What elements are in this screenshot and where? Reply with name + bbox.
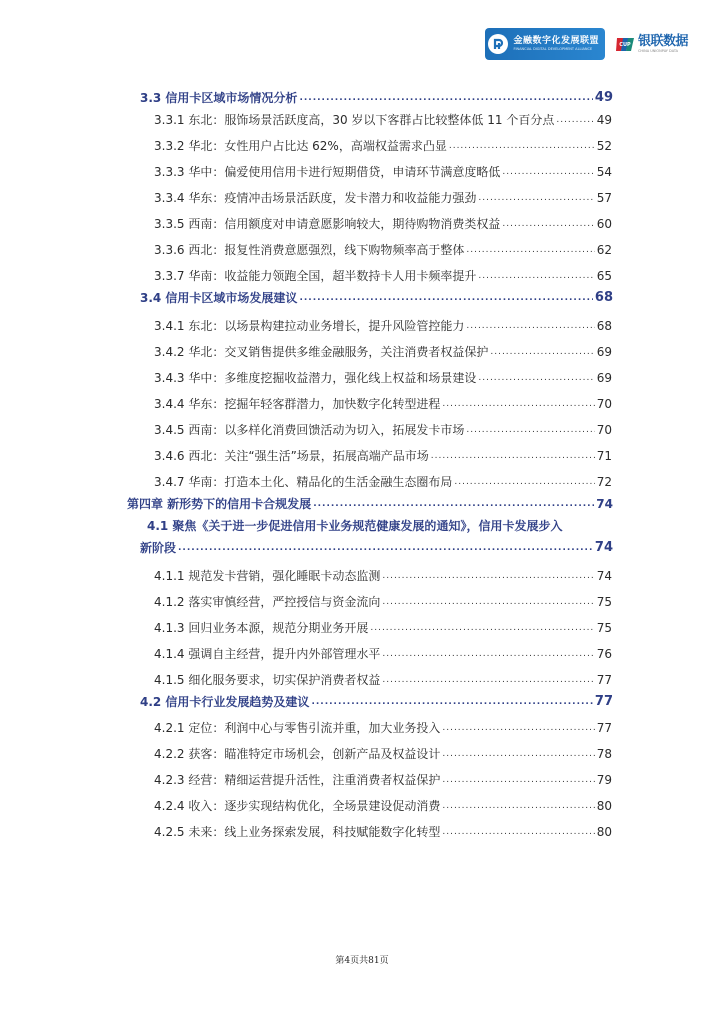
toc-entry-page-number: 65 bbox=[596, 269, 612, 283]
toc-entry[interactable] bbox=[154, 618, 612, 638]
toc-entry-title: 3.4.6 西北：关注“强生活”场景，拓展高端产品市场 bbox=[154, 449, 429, 463]
toc-entry-page-number: 70 bbox=[596, 423, 612, 437]
toc-entry-title: 4.2.4 收入：逐步实现结构优化，全场景建设促动消费 bbox=[154, 799, 441, 813]
toc-entry[interactable] bbox=[154, 420, 612, 440]
toc-entry[interactable] bbox=[154, 342, 612, 362]
toc-leader-dots bbox=[299, 88, 592, 108]
toc-entry-title: 4.2.1 定位：利润中心与零售引流并重，加大业务投入 bbox=[154, 721, 441, 735]
toc-entry-page-number: 71 bbox=[596, 449, 612, 463]
toc-leader-dots bbox=[442, 744, 594, 764]
toc-entry[interactable] bbox=[154, 110, 612, 130]
toc-entry-title: 4.1.2 落实审慎经营，严控授信与资金流向 bbox=[154, 595, 381, 609]
toc-entry-page-number: 75 bbox=[596, 595, 612, 609]
toc-entry-title: 3.4.1 东北：以场景构建拉动业务增长，提升风险管控能力 bbox=[154, 319, 465, 333]
toc-entry-title: 4.1.1 规范发卡营销，强化睡眠卡动态监测 bbox=[154, 569, 381, 583]
toc-entry[interactable] bbox=[140, 288, 613, 308]
toc-leader-dots bbox=[449, 136, 595, 156]
toc-entry-title: 3.3.3 华中：偏爱使用信用卡进行短期借贷，申请环节满意度略低 bbox=[154, 165, 501, 179]
toc-entry-page-number: 49 bbox=[594, 90, 613, 105]
toc-entry-page-number: 70 bbox=[596, 397, 612, 411]
toc-entry-title: 3.3.7 华南：收益能力领跑全国，超半数持卡人用卡频率提升 bbox=[154, 269, 477, 283]
toc-entry-page-number: 74 bbox=[594, 540, 613, 555]
toc-entry-page-number: 80 bbox=[596, 825, 612, 839]
toc-entry-title: 3.3.4 华东：疫情冲击场景活跃度，发卡潜力和收益能力强劲 bbox=[154, 191, 477, 205]
toc-leader-dots bbox=[478, 188, 594, 208]
toc-entry-page-number: 77 bbox=[596, 673, 612, 687]
toc-entry[interactable] bbox=[154, 592, 612, 612]
toc-leader-dots bbox=[442, 796, 594, 816]
toc-entry[interactable] bbox=[154, 566, 612, 586]
toc-leader-dots bbox=[442, 718, 594, 738]
toc-leader-dots bbox=[311, 692, 592, 712]
toc-entry[interactable] bbox=[154, 394, 612, 414]
toc-entry-page-number: 49 bbox=[596, 113, 612, 127]
logo1-chinese-name: 金融数字化发展联盟 bbox=[513, 36, 599, 46]
toc-entry-title: 3.3.2 华北：女性用户占比达 62%，高端权益需求凸显 bbox=[154, 139, 447, 153]
toc-entry-page-number: 74 bbox=[596, 569, 612, 583]
toc-entry-title: 4.2.2 获客：瞄准特定市场机会，创新产品及权益设计 bbox=[154, 747, 441, 761]
toc-entry-page-number: 78 bbox=[596, 747, 612, 761]
toc-entry-page-number: 75 bbox=[596, 621, 612, 635]
toc-entry-page-number: 72 bbox=[596, 475, 612, 489]
toc-entry-title: 3.4 信用卡区域市场发展建议 bbox=[140, 291, 298, 305]
toc-entry-title: 3.4.4 华东：挖掘年轻客群潜力，加快数字化转型进程 bbox=[154, 397, 441, 411]
toc-entry-title: 3.4.5 西南：以多样化消费回馈活动为切入，拓展发卡市场 bbox=[154, 423, 465, 437]
toc-leader-dots bbox=[466, 316, 594, 336]
toc-entry[interactable] bbox=[154, 472, 612, 492]
toc-leader-dots bbox=[502, 162, 594, 182]
toc-entry[interactable] bbox=[154, 214, 612, 234]
toc-entry-page-number: 69 bbox=[596, 371, 612, 385]
toc-entry-page-number: 76 bbox=[596, 647, 612, 661]
page-header bbox=[485, 24, 688, 64]
toc-entry-title: 3.3.1 东北：服饰场景活跃度高，30 岁以下客群占比较整体低 11 个百分点 bbox=[154, 113, 555, 127]
toc-leader-dots bbox=[442, 822, 594, 842]
toc-leader-dots bbox=[454, 472, 594, 492]
toc-entry-page-number: 62 bbox=[596, 243, 612, 257]
toc-entry-page-number: 79 bbox=[596, 773, 612, 787]
toc-entry[interactable] bbox=[154, 266, 612, 286]
toc-leader-dots bbox=[382, 644, 594, 664]
toc-entry[interactable] bbox=[154, 822, 612, 842]
unionpay-data-logo bbox=[615, 34, 688, 54]
toc-entry-wrap-line[interactable]: 4.1 聚焦《关于进一步促进信用卡业务规范健康发展的通知》，信用卡发展步入 bbox=[147, 519, 563, 533]
toc-entry[interactable] bbox=[154, 446, 612, 466]
toc-entry-page-number: 68 bbox=[594, 290, 613, 305]
toc-entry-title: 4.2 信用卡行业发展趋势及建议 bbox=[140, 695, 310, 709]
toc-entry[interactable] bbox=[154, 670, 612, 690]
toc-leader-dots bbox=[442, 394, 594, 414]
toc-leader-dots bbox=[502, 214, 594, 234]
toc-leader-dots bbox=[442, 770, 594, 790]
toc-entry-title: 3.3.5 西南：信用额度对申请意愿影响较大，期待购物消费类权益 bbox=[154, 217, 501, 231]
toc-entry[interactable] bbox=[154, 368, 612, 388]
unionpay-mark-icon bbox=[615, 34, 635, 54]
toc-entry-page-number: 54 bbox=[596, 165, 612, 179]
toc-entry-page-number: 68 bbox=[596, 319, 612, 333]
financial-digital-alliance-logo bbox=[485, 28, 605, 60]
logo1-english-name: FINANCIAL DIGITAL DEVELOPMENT ALLIANCE bbox=[513, 47, 593, 51]
toc-entry-title: 4.2.3 经营：精细运营提升活性，注重消费者权益保护 bbox=[154, 773, 441, 787]
toc-leader-dots bbox=[431, 446, 595, 466]
toc-entry-title: 新阶段 bbox=[140, 541, 177, 555]
toc-entry[interactable] bbox=[154, 188, 612, 208]
toc-leader-dots bbox=[490, 342, 594, 362]
toc-leader-dots bbox=[178, 538, 593, 558]
toc-leader-dots bbox=[382, 670, 594, 690]
toc-entry-title: 4.1.5 细化服务要求，切实保护消费者权益 bbox=[154, 673, 381, 687]
logo2-chinese-name: 银联数据 bbox=[637, 33, 688, 49]
logo2-badge: CUP bbox=[619, 42, 631, 48]
toc-entry-page-number: 74 bbox=[596, 497, 613, 511]
toc-entry-title: 3.3.6 西北：报复性消费意愿强烈，线下购物频率高于整体 bbox=[154, 243, 465, 257]
toc-leader-dots bbox=[466, 240, 594, 260]
toc-entry[interactable] bbox=[140, 538, 613, 558]
toc-entry-page-number: 77 bbox=[594, 694, 613, 709]
toc-entry[interactable] bbox=[154, 240, 612, 260]
toc-entry-title: 3.4.2 华北：交叉销售提供多维金融服务，关注消费者权益保护 bbox=[154, 345, 489, 359]
toc-entry-title: 3.3 信用卡区域市场情况分析 bbox=[140, 91, 298, 105]
toc-entry-title: 4.1.4 强调自主经营，提升内外部管理水平 bbox=[154, 647, 381, 661]
toc-entry[interactable] bbox=[127, 494, 613, 514]
toc-entry-title: 第四章 新形势下的信用卡合规发展 bbox=[127, 497, 312, 511]
toc-leader-dots bbox=[478, 266, 594, 286]
toc-entry-title: 4.2.5 未来：线上业务探索发展，科技赋能数字化转型 bbox=[154, 825, 441, 839]
toc-entry[interactable] bbox=[154, 316, 612, 336]
toc-entry-page-number: 80 bbox=[596, 799, 612, 813]
logo2-english-name: CHINA UNIONPAY DATA bbox=[637, 48, 679, 53]
toc-entry-page-number: 52 bbox=[596, 139, 612, 153]
toc-leader-dots bbox=[382, 566, 594, 586]
toc-entry[interactable] bbox=[154, 770, 612, 790]
toc-leader-dots bbox=[370, 618, 594, 638]
toc-entry[interactable] bbox=[154, 644, 612, 664]
page-number-footer: 第4页共81页 bbox=[335, 956, 389, 966]
toc-entry-page-number: 57 bbox=[596, 191, 612, 205]
toc-leader-dots bbox=[556, 110, 594, 130]
toc-entry[interactable] bbox=[140, 692, 613, 712]
toc-leader-dots bbox=[466, 420, 594, 440]
toc-entry-page-number: 77 bbox=[596, 721, 612, 735]
toc-leader-dots bbox=[299, 288, 592, 308]
toc-entry[interactable] bbox=[154, 162, 612, 182]
toc-entry-title: 3.4.7 华南：打造本土化、精品化的生活金融生态圈布局 bbox=[154, 475, 453, 489]
toc-entry[interactable] bbox=[140, 88, 613, 108]
toc-entry-title: 4.1.3 回归业务本源，规范分期业务开展 bbox=[154, 621, 369, 635]
toc-leader-dots bbox=[478, 368, 594, 388]
toc-entry[interactable] bbox=[154, 796, 612, 816]
toc-entry-title: 3.4.3 华中：多维度挖掘收益潜力，强化线上权益和场景建设 bbox=[154, 371, 477, 385]
toc-entry-page-number: 69 bbox=[596, 345, 612, 359]
toc-entry[interactable] bbox=[154, 718, 612, 738]
toc-entry-page-number: 60 bbox=[596, 217, 612, 231]
toc-entry[interactable] bbox=[154, 136, 612, 156]
alliance-mark-icon bbox=[487, 33, 509, 55]
toc-leader-dots bbox=[313, 494, 594, 514]
toc-leader-dots bbox=[382, 592, 594, 612]
toc-entry[interactable] bbox=[154, 744, 612, 764]
